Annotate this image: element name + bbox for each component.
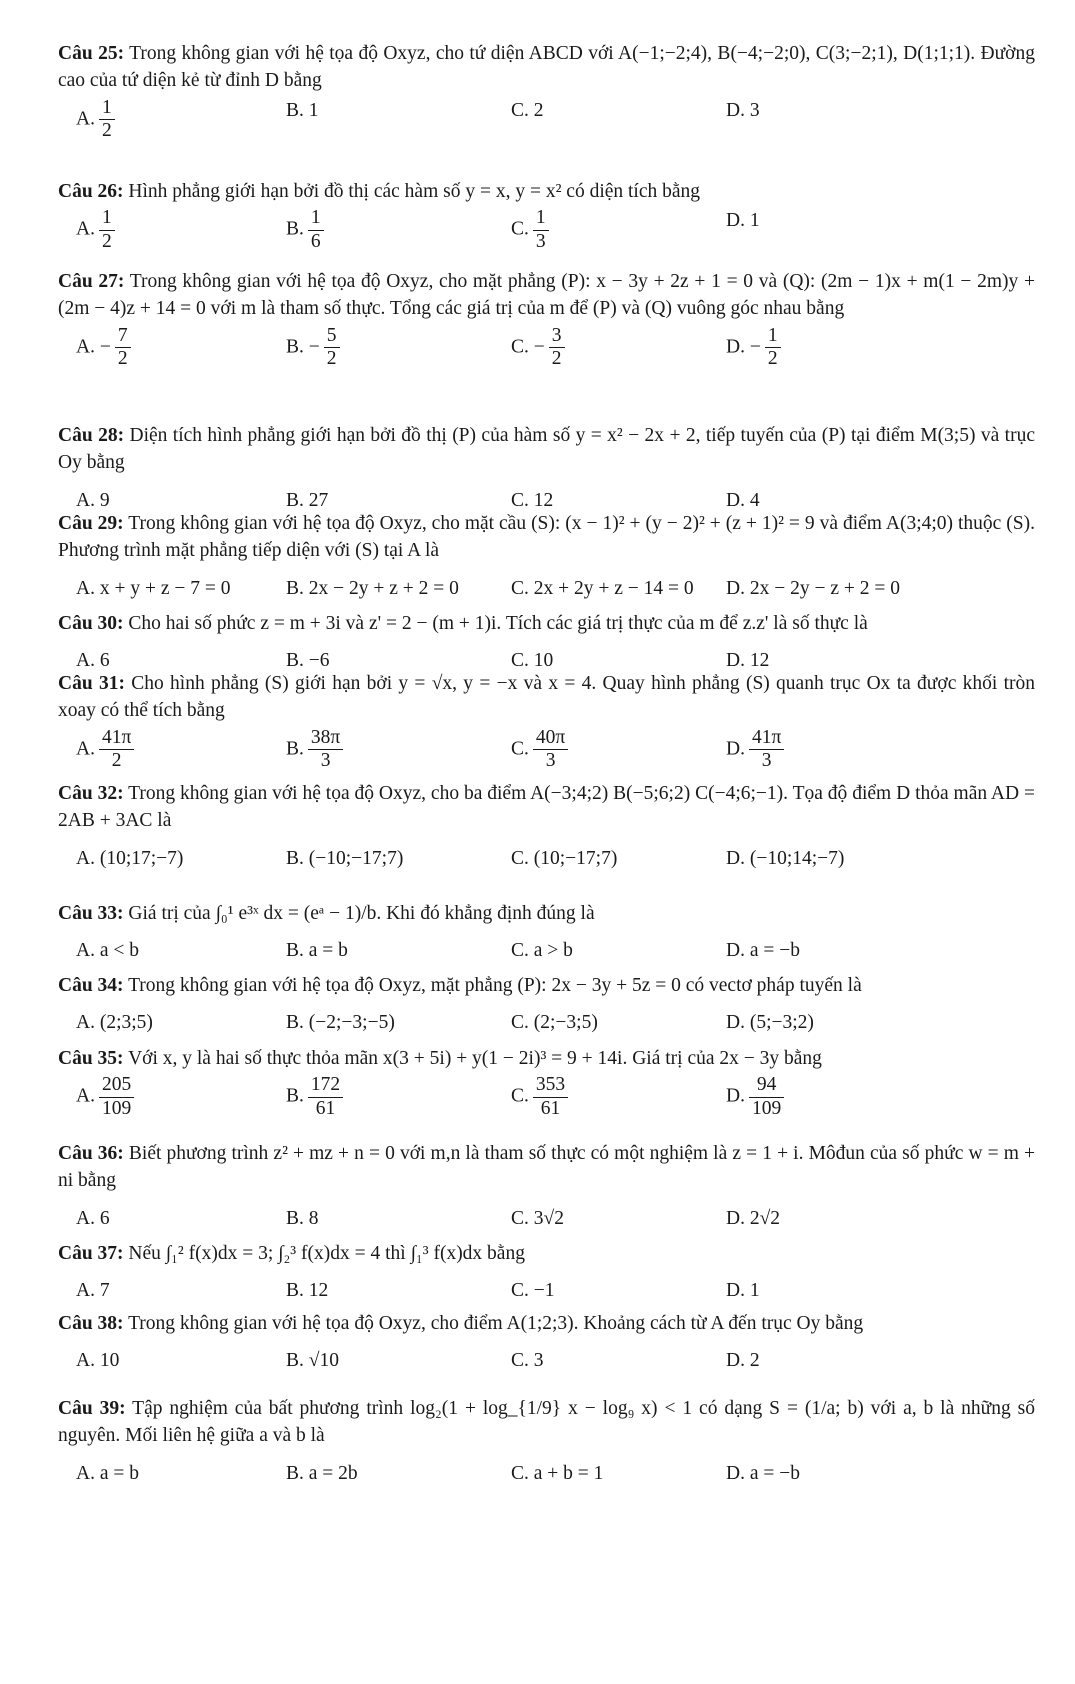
option-label: B. √10	[286, 1350, 339, 1372]
option-label: A. 9	[76, 489, 110, 511]
fraction-numerator: 172	[308, 1074, 343, 1097]
question-28	[58, 422, 1035, 521]
option-c[interactable]	[511, 325, 565, 371]
option-label: D. 2√2	[726, 1207, 781, 1229]
answer-options	[58, 1074, 1035, 1130]
fraction-numerator: 5	[324, 325, 340, 348]
option-a[interactable]	[76, 1347, 119, 1374]
option-label: B.	[286, 218, 304, 240]
question-stem	[58, 268, 1035, 323]
fraction	[533, 727, 568, 773]
fraction-denominator: 2	[117, 348, 128, 370]
question-label: Câu 33:	[58, 903, 124, 924]
option-label: D. 1	[726, 210, 760, 232]
fraction-denominator: 3	[320, 750, 331, 772]
option-a[interactable]	[76, 1460, 139, 1487]
fraction	[549, 325, 565, 371]
option-b[interactable]	[286, 575, 459, 602]
option-c[interactable]	[511, 1460, 603, 1487]
option-label: C.	[511, 1085, 529, 1107]
option-d[interactable]	[726, 727, 784, 773]
option-c[interactable]	[511, 207, 549, 253]
question-stem	[58, 1140, 1035, 1195]
question-label: Câu 39:	[58, 1398, 126, 1419]
fraction-denominator: 2	[111, 750, 122, 772]
option-label: C. a > b	[511, 940, 573, 962]
question-26	[58, 178, 1035, 263]
question-text: Trong không gian với hệ tọa độ Oxyz, mặt phẳng (P): 2x − 3y + 5z = 0 có vectơ pháp tuyến là	[128, 975, 862, 996]
fraction-denominator: 2	[101, 230, 112, 252]
option-label: D. 2x − 2y − z + 2 = 0	[726, 577, 900, 599]
option-label: A. 7	[76, 1280, 110, 1302]
question-label: Câu 30:	[58, 613, 124, 634]
option-a[interactable]	[76, 727, 134, 773]
option-label: C. 12	[511, 489, 554, 511]
option-b[interactable]	[286, 845, 403, 872]
option-c[interactable]	[511, 1074, 568, 1120]
question-label: Câu 32:	[58, 783, 124, 804]
fraction-denominator: 109	[751, 1097, 782, 1119]
fraction	[749, 727, 784, 773]
option-a[interactable]	[76, 325, 131, 371]
question-32	[58, 780, 1035, 879]
answer-options	[58, 207, 1035, 263]
option-label: C. 2	[511, 99, 544, 121]
answer-options	[58, 1339, 1035, 1381]
answer-options	[58, 325, 1035, 381]
option-label: A.	[76, 737, 95, 759]
fraction	[308, 727, 343, 773]
fraction	[308, 1074, 343, 1120]
option-label: B. 12	[286, 1280, 329, 1302]
fraction-numerator: 38π	[308, 727, 343, 750]
option-label: A. a < b	[76, 940, 139, 962]
question-33	[58, 900, 1035, 971]
question-stem	[58, 1395, 1035, 1450]
fraction-denominator: 109	[101, 1097, 132, 1119]
fraction-numerator: 353	[533, 1074, 568, 1097]
question-text: Hình phẳng giới hạn bởi đồ thị các hàm số y = x, y = x² có diện tích bằng	[128, 181, 701, 202]
question-text: Với x, y là hai số thực thỏa mãn x(3 + 5i) + y(1 − 2i)³ = 9 + 14i. Giá trị của 2x − 3y bằng	[128, 1048, 822, 1069]
question-label: Câu 35:	[58, 1048, 124, 1069]
option-c[interactable]	[511, 575, 694, 602]
fraction-denominator: 3	[535, 230, 546, 252]
question-stem	[58, 900, 1035, 927]
answer-options	[58, 727, 1035, 783]
fraction-numerator: 7	[115, 325, 131, 348]
option-a[interactable]	[76, 937, 139, 964]
option-b[interactable]	[286, 207, 324, 253]
option-b[interactable]	[286, 1009, 395, 1036]
question-stem	[58, 610, 1035, 637]
answer-options	[58, 1001, 1035, 1043]
option-label: D. −	[726, 335, 761, 357]
fraction-numerator: 1	[308, 207, 324, 230]
option-label: D. (−10;14;−7)	[726, 847, 845, 869]
question-27	[58, 268, 1035, 381]
option-label: A.	[76, 218, 95, 240]
option-label: B. (−2;−3;−5)	[286, 1012, 395, 1034]
fraction-numerator: 41π	[749, 727, 784, 750]
fraction-numerator: 41π	[99, 727, 134, 750]
fraction	[115, 325, 131, 371]
option-d[interactable]	[726, 845, 844, 872]
fraction	[99, 97, 115, 143]
option-label: A.	[76, 1085, 95, 1107]
answer-options	[58, 1452, 1035, 1494]
option-label: C. 10	[511, 650, 554, 672]
option-b[interactable]	[286, 97, 319, 124]
fraction	[308, 207, 324, 253]
option-d[interactable]	[726, 575, 900, 602]
option-d[interactable]	[726, 937, 800, 964]
question-text: Trong không gian với hệ tọa độ Oxyz, cho ba điểm A(−3;4;2) B(−5;6;2) C(−4;6;−1). Tọa độ điểm D thỏa mãn AD = 2AB + 3AC là	[58, 783, 1035, 832]
fraction	[99, 727, 134, 773]
question-text: Nếu ∫₁² f(x)dx = 3; ∫₂³ f(x)dx = 4 thì ∫₁³ f(x)dx bằng	[128, 1243, 525, 1264]
fraction	[99, 1074, 134, 1120]
question-label: Câu 27:	[58, 271, 125, 292]
option-c[interactable]	[511, 937, 573, 964]
answer-options	[58, 567, 1035, 609]
fraction-numerator: 3	[549, 325, 565, 348]
option-d[interactable]	[726, 1205, 780, 1232]
option-label: B. 8	[286, 1207, 319, 1229]
fraction-numerator: 40π	[533, 727, 568, 750]
option-label: A. a = b	[76, 1462, 139, 1484]
question-text: Cho hai số phức z = m + 3i và z' = 2 − (m + 1)i. Tích các giá trị thực của m để z.z' là số thực là	[128, 613, 868, 634]
question-stem	[58, 1240, 1035, 1267]
option-label: A. 6	[76, 1207, 110, 1229]
option-a[interactable]	[76, 1277, 110, 1304]
question-39	[58, 1395, 1035, 1494]
question-text: Trong không gian với hệ tọa độ Oxyz, cho điểm A(1;2;3). Khoảng cách từ A đến trục Oy bằng	[128, 1313, 864, 1334]
option-label: D. 4	[726, 489, 760, 511]
option-c[interactable]	[511, 1277, 555, 1304]
fraction-numerator: 1	[99, 97, 115, 120]
answer-options	[58, 97, 1035, 153]
fraction-denominator: 3	[545, 750, 556, 772]
fraction-denominator: 6	[310, 230, 321, 252]
option-label: B.	[286, 1085, 304, 1107]
option-label: C.	[511, 218, 529, 240]
question-36	[58, 1140, 1035, 1239]
question-text: Cho hình phẳng (S) giới hạn bởi y = √x, y = −x và x = 4. Quay hình phẳng (S) quanh trục Ox ta được khối tròn xoay có thể tích bằng	[58, 673, 1035, 722]
question-label: Câu 34:	[58, 975, 124, 996]
option-label: B. −	[286, 335, 320, 357]
answer-options	[58, 929, 1035, 971]
fraction-numerator: 1	[765, 325, 781, 348]
option-label: C. 3√2	[511, 1207, 564, 1229]
option-label: A. 6	[76, 650, 110, 672]
question-text: Tập nghiệm của bất phương trình log₂(1 + log_{1/9} x − log₉ x) < 1 có dạng S = (1/a; b) với a, b là những số nguyên. Mối liên hệ giữa a và b là	[58, 1398, 1035, 1447]
option-a[interactable]	[76, 845, 183, 872]
option-label: D. a = −b	[726, 1462, 800, 1484]
question-stem	[58, 510, 1035, 565]
option-d[interactable]	[726, 1460, 800, 1487]
option-label: D. 1	[726, 1280, 760, 1302]
question-text: Diện tích hình phẳng giới hạn bởi đồ thị (P) của hàm số y = x² − 2x + 2, tiếp tuyến của (P) tại điểm M(3;5) và trục Oy bằng	[58, 425, 1035, 474]
option-label: C.	[511, 737, 529, 759]
answer-options	[58, 837, 1035, 879]
option-d[interactable]	[726, 325, 781, 371]
question-35	[58, 1045, 1035, 1130]
option-a[interactable]	[76, 575, 230, 602]
option-d[interactable]	[726, 207, 760, 234]
option-label: A. (2;3;5)	[76, 1012, 153, 1034]
fraction	[99, 207, 115, 253]
option-label: A.	[76, 107, 95, 129]
option-a[interactable]	[76, 207, 115, 253]
option-d[interactable]	[726, 1277, 760, 1304]
option-label: B. 1	[286, 99, 319, 121]
option-label: C. 3	[511, 1350, 544, 1372]
option-label: B. a = b	[286, 940, 348, 962]
option-label: B.	[286, 737, 304, 759]
option-label: D.	[726, 1085, 745, 1107]
option-b[interactable]	[286, 325, 340, 371]
option-d[interactable]	[726, 1074, 784, 1120]
question-34	[58, 972, 1035, 1043]
option-label: A. 10	[76, 1350, 120, 1372]
question-31	[58, 670, 1035, 783]
fraction-denominator: 2	[551, 348, 562, 370]
answer-options	[58, 1197, 1035, 1239]
question-stem	[58, 1310, 1035, 1337]
question-stem	[58, 178, 1035, 205]
option-label: D. a = −b	[726, 940, 800, 962]
question-stem	[58, 780, 1035, 835]
question-label: Câu 37:	[58, 1243, 124, 1264]
option-label: B. (−10;−17;7)	[286, 847, 404, 869]
option-a[interactable]	[76, 1009, 153, 1036]
option-a[interactable]	[76, 1074, 134, 1120]
fraction-denominator: 2	[767, 348, 778, 370]
question-label: Câu 29:	[58, 513, 124, 534]
question-text: Trong không gian với hệ tọa độ Oxyz, cho mặt phẳng (P): x − 3y + 2z + 1 = 0 và (Q): (2m − 1)x + m(1 − 2m)y + (2m − 4)z + 14 = 0 với m là tham số thực. Tổng các giá trị của m để (P) và (Q) vuông góc nhau bằng	[58, 271, 1035, 320]
fraction-denominator: 2	[101, 120, 112, 142]
fraction	[749, 1074, 784, 1120]
fraction-numerator: 1	[533, 207, 549, 230]
fraction-denominator: 3	[761, 750, 772, 772]
option-b[interactable]	[286, 1074, 343, 1120]
option-label: D. 3	[726, 99, 760, 121]
fraction-numerator: 205	[99, 1074, 134, 1097]
option-b[interactable]	[286, 1347, 339, 1374]
option-c[interactable]	[511, 1205, 564, 1232]
option-d[interactable]	[726, 1347, 760, 1374]
question-label: Câu 38:	[58, 1313, 124, 1334]
fraction-numerator: 94	[749, 1074, 784, 1097]
option-b[interactable]	[286, 1277, 328, 1304]
fraction	[533, 1074, 568, 1120]
option-label: D. 12	[726, 650, 770, 672]
question-text: Giá trị của ∫₀¹ e³ˣ dx = (eᵃ − 1)/b. Khi đó khẳng định đúng là	[128, 903, 595, 924]
option-b[interactable]	[286, 727, 343, 773]
option-c[interactable]	[511, 1009, 598, 1036]
question-38	[58, 1310, 1035, 1381]
question-stem	[58, 972, 1035, 999]
option-label: C. −	[511, 335, 545, 357]
option-b[interactable]	[286, 1460, 358, 1487]
option-label: B. a = 2b	[286, 1462, 358, 1484]
option-label: B. −6	[286, 650, 330, 672]
option-d[interactable]	[726, 97, 760, 124]
fraction-denominator: 61	[540, 1097, 561, 1119]
answer-options	[58, 1269, 1035, 1311]
question-label: Câu 26:	[58, 181, 124, 202]
option-d[interactable]	[726, 1009, 814, 1036]
option-c[interactable]	[511, 845, 617, 872]
fraction	[765, 325, 781, 371]
fraction	[533, 207, 549, 253]
question-stem	[58, 40, 1035, 95]
option-label: C. (2;−3;5)	[511, 1012, 598, 1034]
question-text: Trong không gian với hệ tọa độ Oxyz, cho mặt cầu (S): (x − 1)² + (y − 2)² + (z + 1)² = 9 và điểm A(3;4;0) thuộc (S). Phương trình mặt phẳng tiếp diện với (S) tại A là	[58, 513, 1035, 562]
option-c[interactable]	[511, 1347, 544, 1374]
question-label: Câu 36:	[58, 1143, 124, 1164]
fraction-denominator: 2	[326, 348, 337, 370]
question-text: Biết phương trình z² + mz + n = 0 với m,n là tham số thực có một nghiệm là z = 1 + i. Môđun của số phức w = m + ni bằng	[58, 1143, 1036, 1192]
option-label: A. x + y + z − 7 = 0	[76, 577, 231, 599]
question-29	[58, 510, 1035, 609]
option-label: B. 2x − 2y + z + 2 = 0	[286, 577, 459, 599]
question-label: Câu 25:	[58, 43, 125, 64]
option-label: B. 27	[286, 489, 329, 511]
question-text: Trong không gian với hệ tọa độ Oxyz, cho tứ diện ABCD với A(−1;−2;4), B(−4;−2;0), C(3;−2;1), D(1;1;1). Đường cao của tứ diện kẻ từ đỉnh D bằng	[58, 43, 1035, 92]
option-label: D.	[726, 737, 745, 759]
fraction-numerator: 1	[99, 207, 115, 230]
fraction	[324, 325, 340, 371]
option-c[interactable]	[511, 97, 544, 124]
option-b[interactable]	[286, 937, 348, 964]
question-37	[58, 1240, 1035, 1311]
option-label: C. a + b = 1	[511, 1462, 604, 1484]
question-stem	[58, 1045, 1035, 1072]
question-label: Câu 28:	[58, 425, 125, 446]
option-label: C. 2x + 2y + z − 14 = 0	[511, 577, 694, 599]
option-label: D. (5;−3;2)	[726, 1012, 814, 1034]
option-b[interactable]	[286, 1205, 319, 1232]
question-25	[58, 40, 1035, 153]
option-label: D. 2	[726, 1350, 760, 1372]
fraction-denominator: 61	[315, 1097, 336, 1119]
option-a[interactable]	[76, 97, 115, 143]
question-label: Câu 31:	[58, 673, 125, 694]
option-label: C. (10;−17;7)	[511, 847, 618, 869]
option-label: A. (10;17;−7)	[76, 847, 184, 869]
option-label: C. −1	[511, 1280, 555, 1302]
question-stem	[58, 422, 1035, 477]
option-label: A. −	[76, 335, 111, 357]
option-c[interactable]	[511, 727, 568, 773]
option-a[interactable]	[76, 1205, 110, 1232]
question-stem	[58, 670, 1035, 725]
